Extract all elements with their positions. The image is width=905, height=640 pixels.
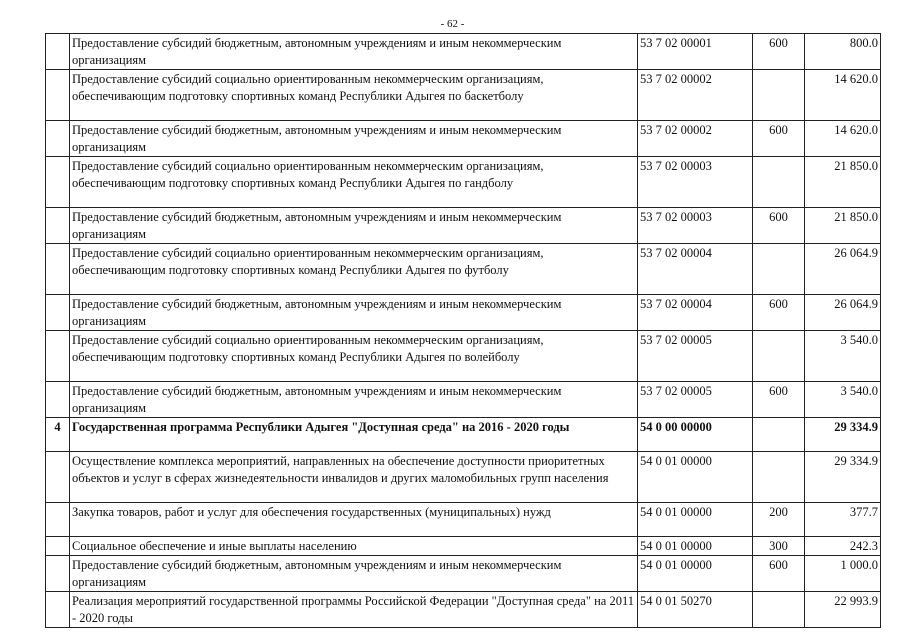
row-type [753, 331, 805, 382]
row-type: 600 [753, 295, 805, 331]
row-code: 53 7 02 00004 [638, 295, 753, 331]
row-number [46, 556, 70, 592]
row-name: Осуществление комплекса мероприятий, направленных на обеспечение доступности приоритетных объектов и услуг в сферах жизнедеятельности инвалидов и других маломобильных групп населения [70, 452, 638, 503]
row-type: 600 [753, 121, 805, 157]
row-name: Предоставление субсидий бюджетным, автономным учреждениям и иным некоммерческим организациям [70, 121, 638, 157]
row-code: 53 7 02 00001 [638, 34, 753, 70]
row-sum: 14 620.0 [805, 70, 881, 121]
row-type [753, 452, 805, 503]
row-number [46, 121, 70, 157]
row-code: 54 0 01 50270 [638, 592, 753, 628]
table-row [46, 503, 881, 537]
row-name: Предоставление субсидий бюджетным, автономным учреждениям и иным некоммерческим организациям [70, 382, 638, 418]
row-sum: 377.7 [805, 503, 881, 537]
row-name: Предоставление субсидий бюджетным, автономным учреждениям и иным некоммерческим организациям [70, 295, 638, 331]
row-code: 54 0 01 00000 [638, 452, 753, 503]
row-number [46, 503, 70, 537]
table-row [46, 295, 881, 331]
row-sum: 26 064.9 [805, 244, 881, 295]
row-number: 4 [46, 418, 70, 452]
table-row [46, 244, 881, 295]
row-name: Предоставление субсидий социально ориентированным некоммерческим организациям, обеспечивающим подготовку спортивных команд Республики Адыгея по гандболу [70, 157, 638, 208]
row-sum: 242.3 [805, 537, 881, 556]
table-row [46, 157, 881, 208]
row-number [46, 70, 70, 121]
row-name: Предоставление субсидий социально ориентированным некоммерческим организациям, обеспечивающим подготовку спортивных команд Республики Адыгея по футболу [70, 244, 638, 295]
row-sum: 1 000.0 [805, 556, 881, 592]
row-code: 53 7 02 00002 [638, 70, 753, 121]
table-row [46, 208, 881, 244]
row-code: 54 0 01 00000 [638, 537, 753, 556]
row-name: Предоставление субсидий социально ориентированным некоммерческим организациям, обеспечивающим подготовку спортивных команд Республики Адыгея по волейболу [70, 331, 638, 382]
row-name: Социальное обеспечение и иные выплаты населению [70, 537, 638, 556]
row-sum: 800.0 [805, 34, 881, 70]
row-name: Предоставление субсидий бюджетным, автономным учреждениям и иным некоммерческим организациям [70, 556, 638, 592]
row-sum: 22 993.9 [805, 592, 881, 628]
row-sum: 3 540.0 [805, 382, 881, 418]
row-code: 53 7 02 00005 [638, 331, 753, 382]
table-row [46, 537, 881, 556]
row-type: 600 [753, 556, 805, 592]
table-row [46, 331, 881, 382]
row-type [753, 418, 805, 452]
row-type: 300 [753, 537, 805, 556]
row-number [46, 157, 70, 208]
row-number [46, 592, 70, 628]
row-number [46, 244, 70, 295]
page-number: - 62 - [440, 18, 465, 30]
row-sum: 29 334.9 [805, 452, 881, 503]
row-name: Предоставление субсидий социально ориентированным некоммерческим организациям, обеспечивающим подготовку спортивных команд Республики Адыгея по баскетболу [70, 70, 638, 121]
row-code: 54 0 01 00000 [638, 556, 753, 592]
row-type: 600 [753, 382, 805, 418]
table-row [46, 452, 881, 503]
row-name: Государственная программа Республики Адыгея "Доступная среда" на 2016 - 2020 годы [70, 418, 638, 452]
row-number [46, 452, 70, 503]
row-name: Предоставление субсидий бюджетным, автономным учреждениям и иным некоммерческим организациям [70, 34, 638, 70]
row-sum: 26 064.9 [805, 295, 881, 331]
table-row [46, 418, 881, 452]
row-name: Закупка товаров, работ и услуг для обеспечения государственных (муниципальных) нужд [70, 503, 638, 537]
row-type [753, 244, 805, 295]
row-number [46, 295, 70, 331]
row-code: 53 7 02 00004 [638, 244, 753, 295]
row-code: 54 0 01 00000 [638, 503, 753, 537]
row-code: 54 0 00 00000 [638, 418, 753, 452]
row-sum: 21 850.0 [805, 157, 881, 208]
row-code: 53 7 02 00003 [638, 208, 753, 244]
table-row [46, 382, 881, 418]
row-type [753, 70, 805, 121]
row-sum: 3 540.0 [805, 331, 881, 382]
row-sum: 14 620.0 [805, 121, 881, 157]
row-type [753, 592, 805, 628]
row-number [46, 34, 70, 70]
table-row [46, 34, 881, 70]
row-number [46, 331, 70, 382]
row-number [46, 537, 70, 556]
row-number [46, 382, 70, 418]
row-number [46, 208, 70, 244]
row-name: Предоставление субсидий бюджетным, автономным учреждениям и иным некоммерческим организациям [70, 208, 638, 244]
table-row [46, 592, 881, 628]
row-type [753, 157, 805, 208]
row-sum: 21 850.0 [805, 208, 881, 244]
table-row [46, 121, 881, 157]
row-type: 600 [753, 208, 805, 244]
table-row [46, 556, 881, 592]
row-type: 600 [753, 34, 805, 70]
row-code: 53 7 02 00005 [638, 382, 753, 418]
row-name: Реализация мероприятий государственной программы Российской Федерации "Доступная среда" на 2011 - 2020 годы [70, 592, 638, 628]
row-code: 53 7 02 00002 [638, 121, 753, 157]
table-row [46, 70, 881, 121]
budget-table [45, 33, 881, 628]
row-code: 53 7 02 00003 [638, 157, 753, 208]
row-sum: 29 334.9 [805, 418, 881, 452]
row-type: 200 [753, 503, 805, 537]
